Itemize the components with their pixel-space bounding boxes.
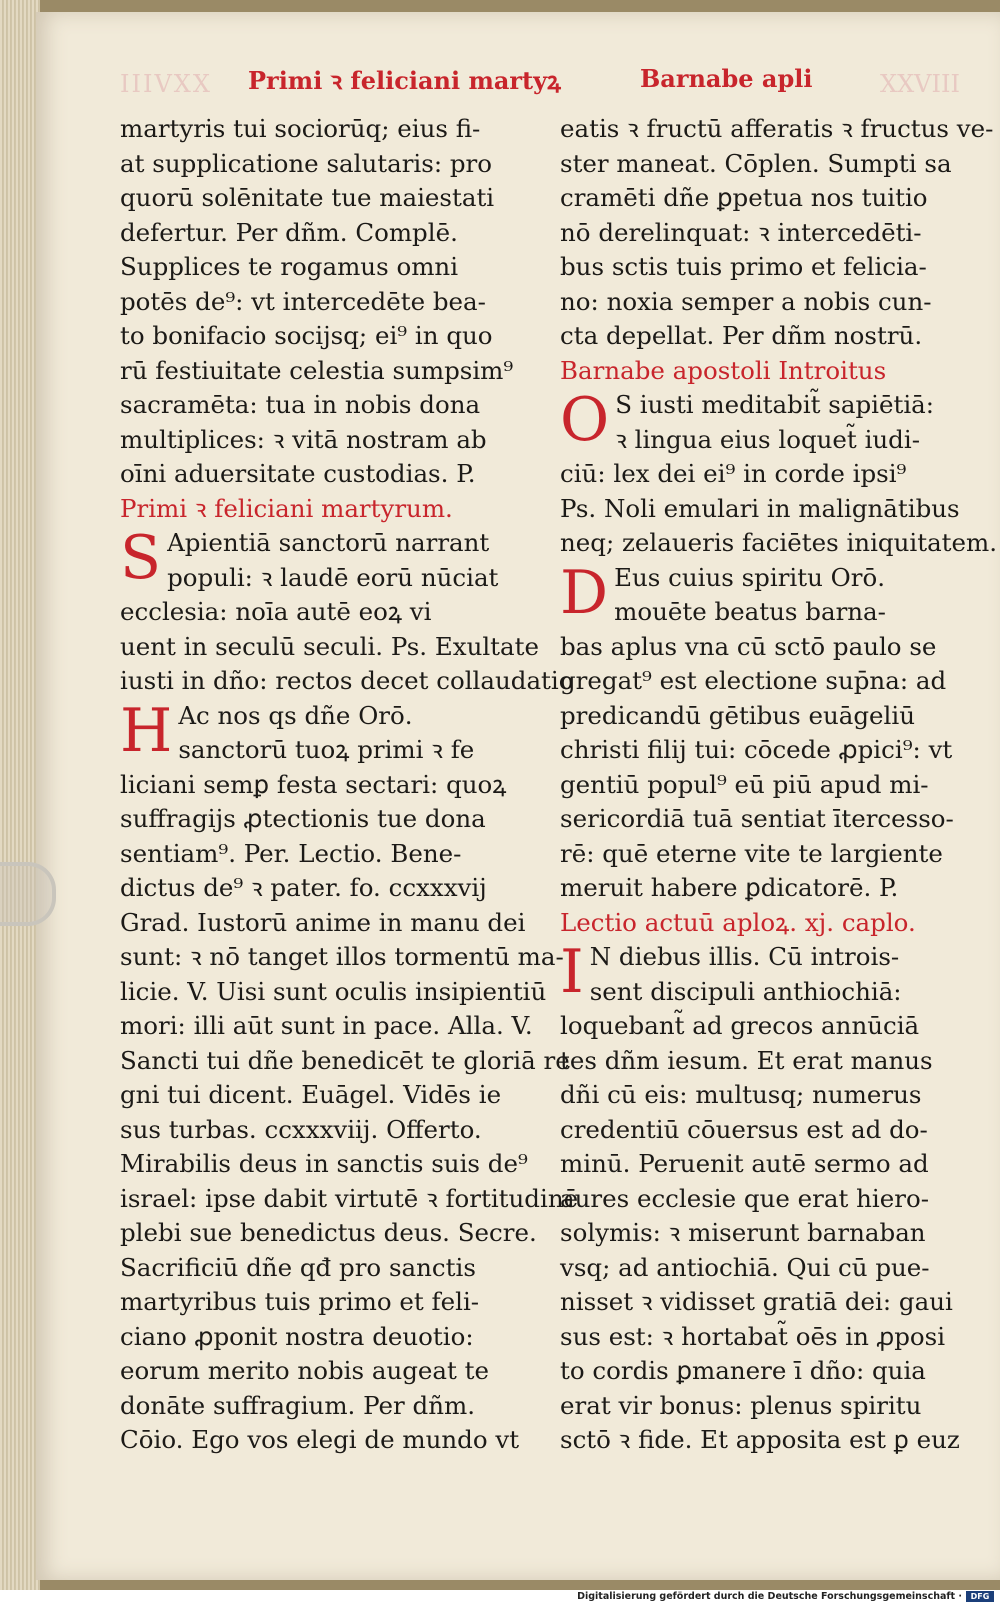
text-line: gni tui dicent. Euāgel. Vidēs ie [120, 1080, 502, 1109]
text-line: Ps. Noli emulari in malignātibus [560, 493, 960, 523]
text-line: rū festiuitate celestia sumpsim⁹ [120, 355, 514, 385]
text-line: erat vir bonus: plenus spiritu [560, 1390, 922, 1420]
text-line: ciū: lex dei ei⁹ in corde ipsi⁹ [560, 459, 907, 488]
text-line: israel: ipse dabit virtutē ꝛ fortitudinē [120, 1183, 579, 1213]
left-text-column [120, 112, 579, 1458]
text-line: ꝛ lingua eius loquet̃ iudi- [615, 424, 920, 454]
text-line: defertur. Per dñm. Complē. [120, 217, 458, 247]
text-line: Primi ꝛ feliciani martyrum. [120, 493, 453, 523]
text-line: eatis ꝛ fructū afferatis ꝛ fructus ve- [560, 114, 994, 143]
text-line: solymis: ꝛ miserunt barnaban [560, 1218, 926, 1247]
text-line: cta depellat. Per dñm nostrū. [560, 321, 923, 350]
text-line: bus sctis tuis primo et felicia- [560, 252, 927, 281]
funding-credit: Digitalisierung gefördert durch die Deutsche Forschungsgemeinschaft · [577, 1591, 962, 1602]
footer-bar [0, 1590, 1000, 1603]
text-line: dñi cū eis: multusq; numerus [560, 1080, 922, 1109]
text-line: Grad. Iustorū anime in manu dei [120, 907, 526, 937]
text-line: eorum merito nobis augeat te [120, 1356, 489, 1385]
text-line: at supplicatione salutaris: pro [120, 148, 493, 178]
text-line: predicandū gētibus euāgeliū [560, 700, 915, 730]
text-line: gregat⁹ est electione sup̄na: ad [560, 666, 947, 695]
rubricated-initial: I [560, 937, 584, 1007]
text-line: Supplices te rogamus omni [120, 252, 459, 281]
text-line: licie. V. Uisi sunt oculis insipientiū [120, 976, 547, 1006]
text-line: Apientiā sanctorū narrant [167, 528, 490, 557]
dfg-logo: DFG [966, 1591, 994, 1602]
text-line: quorū solēnitate tue maiestati [120, 183, 495, 212]
text-line: ciano ꝓponit nostra deuotio: [120, 1321, 474, 1351]
text-line: sus est: ꝛ hortabat̃ oēs in ꝓposi [560, 1321, 946, 1351]
text-line: S iusti meditabit̃ sapiētiā: [615, 390, 935, 419]
text-line: oīni aduersitate custodias. P. [120, 459, 476, 488]
text-line: Ac nos qs dñe Orō. [178, 700, 413, 730]
show-through-folio-number: IIIVXX [120, 70, 212, 98]
text-line: iusti in dño: rectos decet collaudatio [120, 666, 574, 695]
text-line: nō derelinquat: ꝛ intercedēti- [560, 217, 922, 247]
text-line: potēs de⁹: vt intercedēte bea- [120, 286, 486, 316]
text-line: populi: ꝛ laudē eorū nūciat [167, 562, 499, 592]
text-line: liciani semꝑ festa sectari: quoꝝ [120, 769, 507, 799]
text-line: multiplices: ꝛ vitā nostram ab [120, 424, 487, 454]
text-line: suffragijs ꝓtectionis tue dona [120, 804, 486, 833]
right-text-column [560, 112, 998, 1458]
text-line: sunt: ꝛ nō tanget illos tormentū ma- [120, 942, 564, 971]
text-line: to cordis ꝑmanere ī dño: quia [560, 1356, 926, 1385]
text-line: Sacrificiū dñe qđ pro sanctis [120, 1252, 476, 1282]
text-line: Sancti tui dñe benedicēt te gloriā re [120, 1045, 570, 1075]
text-line: uent in seculū seculi. Ps. Exultate [120, 631, 539, 661]
text-line: sericordiā tuā sentiat ītercesso- [560, 804, 954, 833]
rubricated-initial: D [560, 557, 609, 628]
running-title-left: Primi ꝛ feliciani martyꝝ [248, 66, 561, 95]
text-line: vsq; ad antiochiā. Qui cū pue- [560, 1252, 930, 1282]
text-line: Lectio actuū aploꝝ. xj. caplo. [560, 907, 916, 937]
rubricated-initial: S [120, 523, 162, 593]
text-line: martyribus tuis primo et feli- [120, 1287, 480, 1316]
text-line: cramēti dñe ꝑpetua nos tuitio [560, 183, 928, 212]
text-line: meruit habere ꝑdicatorē. P. [560, 873, 899, 902]
text-line: dictus de⁹ ꝛ pater. fo. ccxxxvij [120, 873, 487, 902]
text-line: no: noxia semper a nobis cun- [560, 286, 932, 316]
rubricated-initial: O [560, 385, 610, 455]
text-line: sanctorū tuoꝝ primi ꝛ fe [178, 735, 475, 764]
page-edges [0, 0, 40, 1590]
text-line: sent discipuli anthiochiā: [589, 976, 902, 1006]
text-line: ster maneat. Cōplen. Sumpti sa [560, 148, 952, 178]
text-line: credentiū cōuersus est ad do- [560, 1114, 928, 1144]
text-line: rē: quē eterne vite te largiente [560, 838, 943, 868]
text-line: donāte suffragium. Per dñm. [120, 1390, 475, 1420]
running-title-right: Barnabe apli [640, 64, 813, 93]
show-through-folio-number-right: XXVIII [880, 70, 960, 98]
text-line: nisset ꝛ vidisset gratiā dei: gaui [560, 1287, 953, 1316]
text-line: Barnabe apostoli Introitus [560, 355, 887, 385]
text-line: mori: illi aūt sunt in pace. Alla. V. [120, 1011, 533, 1040]
text-line: aures ecclesie que erat hiero- [560, 1183, 929, 1213]
text-line: tes dñm iesum. Et erat manus [560, 1045, 933, 1075]
text-line: Cōio. Ego vos elegi de mundo vt [120, 1425, 520, 1454]
text-line: neq; zelaueris faciētes iniquitatem. [560, 528, 998, 557]
text-line: christi filij tui: cōcede ꝓpici⁹: vt [560, 735, 953, 764]
text-line: Eus cuius spiritu Orō. [614, 562, 885, 592]
text-line: sctō ꝛ fide. Et apposita est ꝑ euz [560, 1425, 960, 1454]
text-line: sacramēta: tua in nobis dona [120, 390, 481, 419]
text-line: mouēte beatus barna- [614, 597, 886, 626]
text-line: martyris tui sociorūq; eius fi- [120, 114, 481, 143]
text-line: Mirabilis deus in sanctis suis de⁹ [120, 1149, 528, 1178]
text-line: gentiū popul⁹ eū piū apud mi- [560, 769, 929, 799]
text-line: plebi sue benedictus deus. Secre. [120, 1218, 537, 1247]
text-line: minū. Peruenit autē sermo ad [560, 1149, 929, 1178]
text-line: sentiam⁹. Per. Lectio. Bene- [120, 838, 462, 868]
text-line: N diebus illis. Cū introis- [589, 942, 900, 971]
book-clasp [0, 862, 56, 926]
text-line: bas aplus vna cū sctō paulo se [560, 631, 937, 661]
rubricated-initial: H [120, 695, 173, 766]
text-line: sus turbas. ccxxxviij. Offerto. [120, 1114, 482, 1144]
text-line: to bonifacio socijsq; ei⁹ in quo [120, 321, 493, 350]
text-line: loquebant̃ ad grecos annūciā [560, 1011, 920, 1040]
text-line: ecclesia: noīa autē eoꝝ vi [120, 597, 432, 626]
